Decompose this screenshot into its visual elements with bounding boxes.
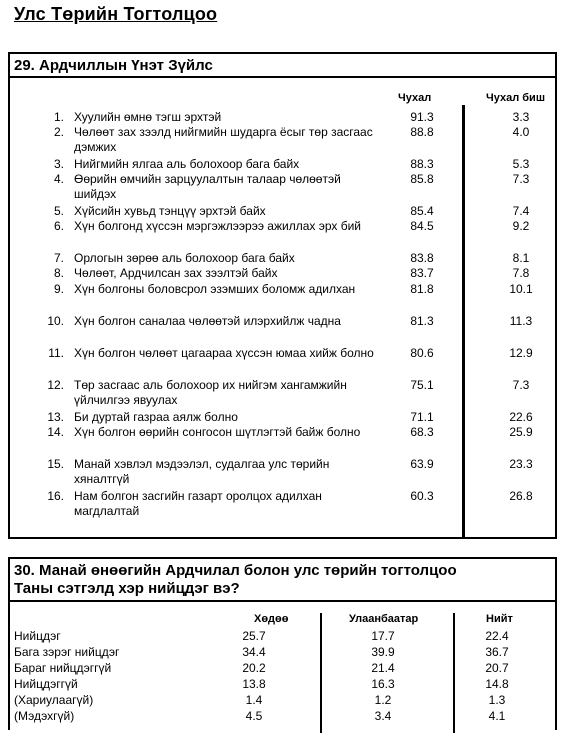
ulaanbaatar-value: 21.4	[371, 661, 395, 675]
not-important-value: 12.9	[509, 346, 533, 360]
item-label: Төр засгаас аль болохоор их нийгэм хангамжийн үйлчилгээ явуулах	[74, 378, 347, 407]
response-label: (Мэдэхгүй)	[14, 709, 75, 723]
important-value: 88.3	[410, 157, 434, 171]
item-number: 6.	[53, 219, 64, 233]
column-divider	[462, 105, 465, 537]
not-important-value: 9.2	[512, 219, 530, 233]
total-value: 20.7	[485, 661, 509, 675]
total-value: 1.3	[488, 693, 506, 707]
item-label: Орлогын зөрөө аль болохоор бага байх	[74, 251, 295, 265]
question-29-panel	[8, 52, 557, 539]
item-number: 16.	[47, 489, 64, 503]
item-label: Өөрийн өмчийн зарцуулалтын талаар чөлөөтэй шийдэх	[74, 172, 341, 201]
item-label: Хүйсийн хувьд тэнцүү эрхтэй байх	[74, 204, 266, 218]
important-value: 81.3	[410, 314, 434, 328]
item-label: Чөлөөт зах зээлд нийгмийн шударга ёсыг төр засгаас дэмжих	[74, 125, 373, 154]
question-30-title	[10, 559, 555, 602]
question-30-title-line1: 30. Манай өнөөгийн Ардчилал болон улс төрийн тогтолцоо	[14, 562, 457, 579]
item-number: 3.	[53, 157, 64, 171]
ulaanbaatar-value: 1.2	[374, 693, 392, 707]
column-header-rural: Хөдөө	[254, 613, 289, 625]
response-label: (Хариулаагүй)	[14, 693, 94, 707]
item-number: 7.	[53, 251, 64, 265]
question-29-title: 29. Ардчиллын Үнэт Зүйлс	[10, 54, 555, 78]
item-label: Хүн болгон саналаа чөлөөтэй илэрхийлж чадна	[74, 314, 341, 328]
important-value: 85.8	[410, 172, 434, 186]
response-label: Нийцдэггүй	[14, 677, 78, 691]
important-value: 91.3	[410, 110, 434, 124]
ulaanbaatar-value: 17.7	[371, 629, 395, 643]
important-value: 60.3	[410, 489, 434, 503]
not-important-value: 3.3	[512, 110, 530, 124]
important-value: 83.8	[410, 251, 434, 265]
not-important-value: 7.3	[512, 172, 530, 186]
item-label: Манай хэвлэл мэдээлэл, судалгаа улс төрийн хяналтгүй	[74, 457, 330, 486]
not-important-value: 7.8	[512, 266, 530, 280]
not-important-value: 25.9	[509, 425, 533, 439]
important-value: 71.1	[410, 410, 434, 424]
response-label: Бараг нийцдэггүй	[14, 661, 112, 675]
item-number: 13.	[47, 410, 64, 424]
total-value: 36.7	[485, 645, 509, 659]
item-label: Хүн болгонд хүссэн мэргэжлээрээ ажиллах эрх бий	[74, 219, 361, 233]
ulaanbaatar-value: 3.4	[374, 709, 392, 723]
rural-value: 1.4	[245, 693, 263, 707]
important-value: 68.3	[410, 425, 434, 439]
item-number: 5.	[53, 204, 64, 218]
item-label: Хүн болгон чөлөөт цагаараа хүссэн юмаа хийж болно	[74, 346, 374, 360]
item-number: 2.	[53, 125, 64, 139]
not-important-value: 10.1	[509, 282, 533, 296]
response-label: Нийцдэг	[14, 629, 61, 643]
item-number: 15.	[47, 457, 64, 471]
important-value: 63.9	[410, 457, 434, 471]
ulaanbaatar-value: 39.9	[371, 645, 395, 659]
item-label: Хүн болгоны боловсрол эзэмших боломж адилхан	[74, 282, 356, 296]
column-header-important: Чухал	[398, 92, 432, 104]
column-header-not-important: Чухал биш	[486, 92, 545, 104]
item-label: Би дуртай газраа аялж болно	[74, 410, 238, 424]
column-divider-1	[320, 613, 322, 733]
item-label: Чөлөөт, Ардчилсан зах зээлтэй байх	[74, 266, 278, 280]
question-30-title-line2: Таны сэтгэлд хэр нийцдэг вэ?	[14, 580, 240, 597]
not-important-value: 5.3	[512, 157, 530, 171]
important-value: 83.7	[410, 266, 434, 280]
page-title: Улс Төрийн Тогтолцоо	[14, 4, 218, 24]
not-important-value: 4.0	[512, 125, 530, 139]
not-important-value: 26.8	[509, 489, 533, 503]
rural-value: 20.2	[242, 661, 266, 675]
not-important-value: 7.3	[512, 378, 530, 392]
item-label: Хуулийн өмнө тэгш эрхтэй	[74, 110, 222, 124]
not-important-value: 8.1	[512, 251, 530, 265]
column-header-total: Нийт	[486, 613, 513, 625]
total-value: 22.4	[485, 629, 509, 643]
item-label: Хүн болгон өөрийн сонгосон шүтлэгтэй байж болно	[74, 425, 361, 439]
important-value: 84.5	[410, 219, 434, 233]
item-number: 12.	[47, 378, 64, 392]
item-number: 10.	[47, 314, 64, 328]
not-important-value: 22.6	[509, 410, 533, 424]
important-value: 75.1	[410, 378, 434, 392]
ulaanbaatar-value: 16.3	[371, 677, 395, 691]
item-number: 11.	[48, 346, 64, 360]
important-value: 80.6	[410, 346, 434, 360]
question-30-panel	[8, 557, 557, 730]
total-value: 14.8	[485, 677, 509, 691]
column-divider-2	[453, 613, 455, 733]
item-label: Нийгмийн ялгаа аль болохоор бага байх	[74, 157, 300, 171]
item-number: 14.	[47, 425, 64, 439]
rural-value: 4.5	[245, 709, 263, 723]
important-value: 88.8	[410, 125, 434, 139]
column-header-ulaanbaatar: Улаанбаатар	[349, 613, 419, 625]
item-number: 1.	[53, 110, 64, 124]
item-number: 8.	[53, 266, 64, 280]
important-value: 81.8	[410, 282, 434, 296]
rural-value: 13.8	[242, 677, 266, 691]
not-important-value: 7.4	[512, 204, 530, 218]
response-label: Бага зэрэг нийцдэг	[14, 645, 120, 659]
item-label: Нам болгон засгийн газарт оролцох адилхан магдлалтай	[74, 489, 322, 518]
item-number: 4.	[53, 172, 64, 186]
important-value: 85.4	[410, 204, 434, 218]
rural-value: 34.4	[242, 645, 266, 659]
not-important-value: 23.3	[509, 457, 533, 471]
total-value: 4.1	[488, 709, 506, 723]
item-number: 9.	[53, 282, 64, 296]
rural-value: 25.7	[242, 629, 266, 643]
not-important-value: 11.3	[509, 314, 533, 328]
